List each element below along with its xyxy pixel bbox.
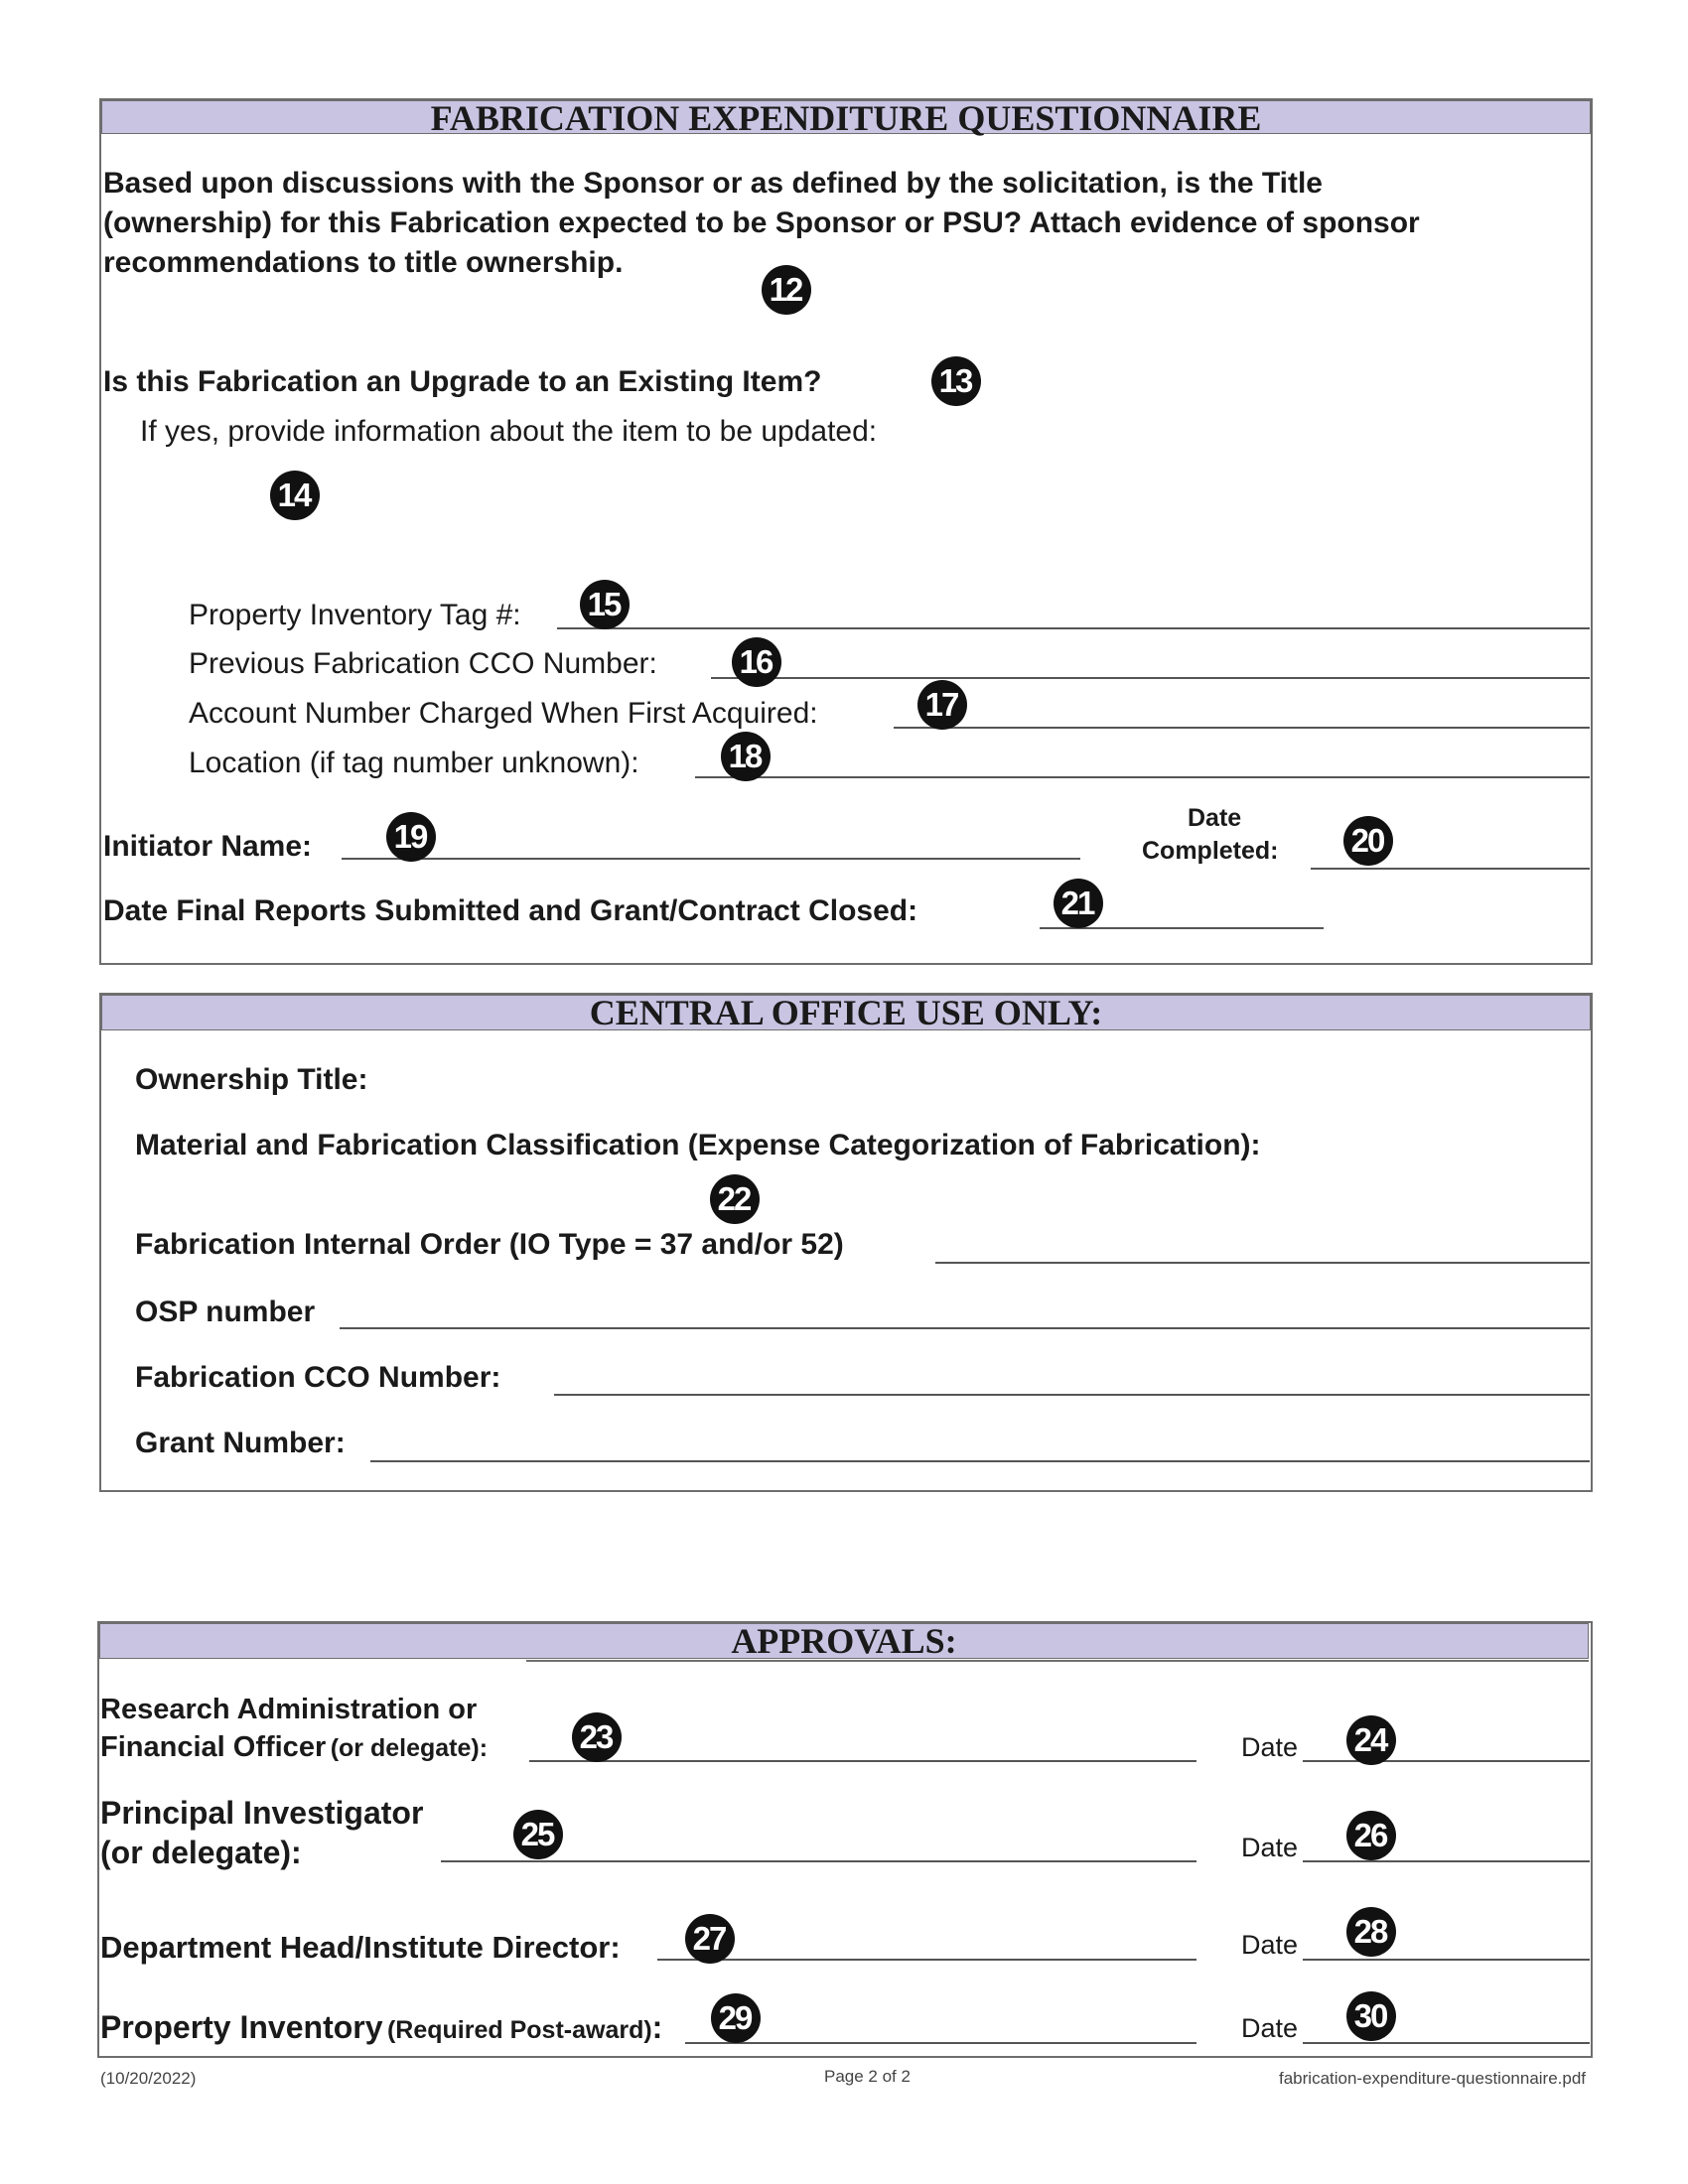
pi-date-label: Date — [1241, 1833, 1299, 1862]
title-question-line1: Based upon discussions with the Sponsor or as defined by the solicitation, is the Title — [103, 167, 1323, 200]
title-question-line2: (ownership) for this Fabrication expected to be Sponsor or PSU? Attach evidence of sponsor — [103, 206, 1420, 239]
field-marker-27[interactable]: 27 — [685, 1914, 735, 1964]
property-inventory-note: (Required Post-award) — [386, 2016, 652, 2044]
research-admin-delegate: (or delegate): — [330, 1734, 489, 1762]
field-marker-21[interactable]: 21 — [1054, 879, 1103, 928]
research-admin-label-line2 — [100, 1731, 488, 1764]
field-marker-13[interactable]: 13 — [931, 356, 981, 406]
field-marker-20[interactable]: 20 — [1343, 816, 1393, 866]
internal-order-input[interactable] — [935, 1262, 1590, 1264]
property-inventory-date-label: Date — [1241, 2013, 1299, 2043]
ownership-title-label: Ownership Title: — [135, 1063, 368, 1096]
prev-cco-label: Previous Fabrication CCO Number: — [189, 647, 657, 680]
osp-number-input[interactable] — [340, 1327, 1590, 1329]
final-reports-label: Date Final Reports Submitted and Grant/Contract Closed: — [103, 894, 918, 927]
field-marker-29[interactable]: 29 — [711, 1993, 761, 2043]
questionnaire-header — [101, 98, 1591, 138]
field-marker-19[interactable]: 19 — [386, 812, 436, 862]
central-office-header — [101, 995, 1591, 1030]
dept-head-date-label: Date — [1241, 1930, 1299, 1960]
initiator-name-label: Initiator Name: — [103, 830, 313, 863]
research-admin-label-line2-text: Financial Officer — [100, 1731, 327, 1763]
field-marker-25[interactable]: 25 — [513, 1810, 563, 1859]
dept-head-label: Department Head/Institute Director: — [100, 1930, 621, 1965]
initiator-name-input[interactable] — [342, 858, 1080, 860]
pi-label-line1: Principal Investigator — [100, 1795, 424, 1831]
cco-number-label: Fabrication CCO Number: — [135, 1361, 501, 1394]
approvals-header-underline — [526, 1660, 1589, 1662]
date-completed-label-line1: Date — [1188, 804, 1242, 832]
classification-label: Material and Fabrication Classification (Expense Categorization of Fabrication): — [135, 1129, 1261, 1161]
research-admin-date-label: Date — [1241, 1732, 1299, 1762]
research-admin-label-line1: Research Administration or — [100, 1694, 478, 1725]
property-inventory-signature-input[interactable] — [685, 2042, 1196, 2044]
osp-number-label: OSP number — [135, 1296, 316, 1328]
location-label: Location (if tag number unknown): — [189, 747, 639, 779]
field-marker-23[interactable]: 23 — [572, 1712, 622, 1762]
location-input[interactable] — [695, 776, 1590, 778]
field-marker-16[interactable]: 16 — [732, 637, 781, 687]
cco-number-input[interactable] — [554, 1394, 1590, 1396]
title-question-line3: recommendations to title ownership. — [103, 246, 624, 279]
grant-number-input[interactable] — [370, 1460, 1590, 1462]
footer-date: (10/20/2022) — [100, 2069, 197, 2088]
footer-page-number: Page 2 of 2 — [824, 2067, 911, 2086]
questionnaire-title: FABRICATION EXPENDITURE QUESTIONNAIRE — [430, 98, 1262, 138]
upgrade-info-text: If yes, provide information about the item to be updated: — [140, 415, 878, 448]
date-completed-input[interactable] — [1311, 868, 1590, 870]
field-marker-26[interactable]: 26 — [1346, 1811, 1396, 1860]
property-inventory-text: Property Inventory — [100, 2009, 383, 2045]
research-admin-date-input[interactable] — [1303, 1760, 1590, 1762]
property-inventory-label — [100, 2009, 662, 2046]
date-completed-label-line2: Completed: — [1142, 837, 1279, 865]
field-marker-22[interactable]: 22 — [710, 1174, 760, 1224]
property-tag-input[interactable] — [557, 627, 1590, 629]
dept-head-date-input[interactable] — [1303, 1959, 1590, 1961]
footer-filename: fabrication-expenditure-questionnaire.pdf — [1279, 2069, 1587, 2088]
approvals-header — [99, 1623, 1589, 1659]
prev-cco-input[interactable] — [711, 677, 1590, 679]
field-marker-12[interactable]: 12 — [762, 265, 811, 315]
property-inventory-colon: : — [651, 2009, 663, 2045]
property-inventory-date-input[interactable] — [1303, 2042, 1590, 2044]
internal-order-label: Fabrication Internal Order (IO Type = 37 and/or 52) — [135, 1228, 844, 1261]
property-tag-label: Property Inventory Tag #: — [189, 599, 521, 631]
central-office-title: CENTRAL OFFICE USE ONLY: — [589, 993, 1103, 1032]
account-number-input[interactable] — [894, 727, 1590, 729]
field-marker-14[interactable]: 14 — [270, 471, 320, 520]
field-marker-24[interactable]: 24 — [1346, 1715, 1396, 1765]
research-admin-signature-input[interactable] — [529, 1760, 1196, 1762]
field-marker-17[interactable]: 17 — [917, 680, 967, 730]
field-marker-15[interactable]: 15 — [580, 580, 630, 629]
field-marker-18[interactable]: 18 — [721, 732, 771, 781]
upgrade-question: Is this Fabrication an Upgrade to an Existing Item? — [103, 365, 822, 398]
pi-signature-input[interactable] — [441, 1860, 1196, 1862]
field-marker-30[interactable]: 30 — [1346, 1991, 1396, 2041]
account-number-label: Account Number Charged When First Acquired: — [189, 697, 818, 730]
pi-label-line2: (or delegate): — [100, 1835, 302, 1870]
field-marker-28[interactable]: 28 — [1346, 1907, 1396, 1957]
approvals-title: APPROVALS: — [731, 1621, 957, 1661]
grant-number-label: Grant Number: — [135, 1427, 346, 1459]
pi-date-input[interactable] — [1303, 1860, 1590, 1862]
dept-head-signature-input[interactable] — [657, 1959, 1196, 1961]
